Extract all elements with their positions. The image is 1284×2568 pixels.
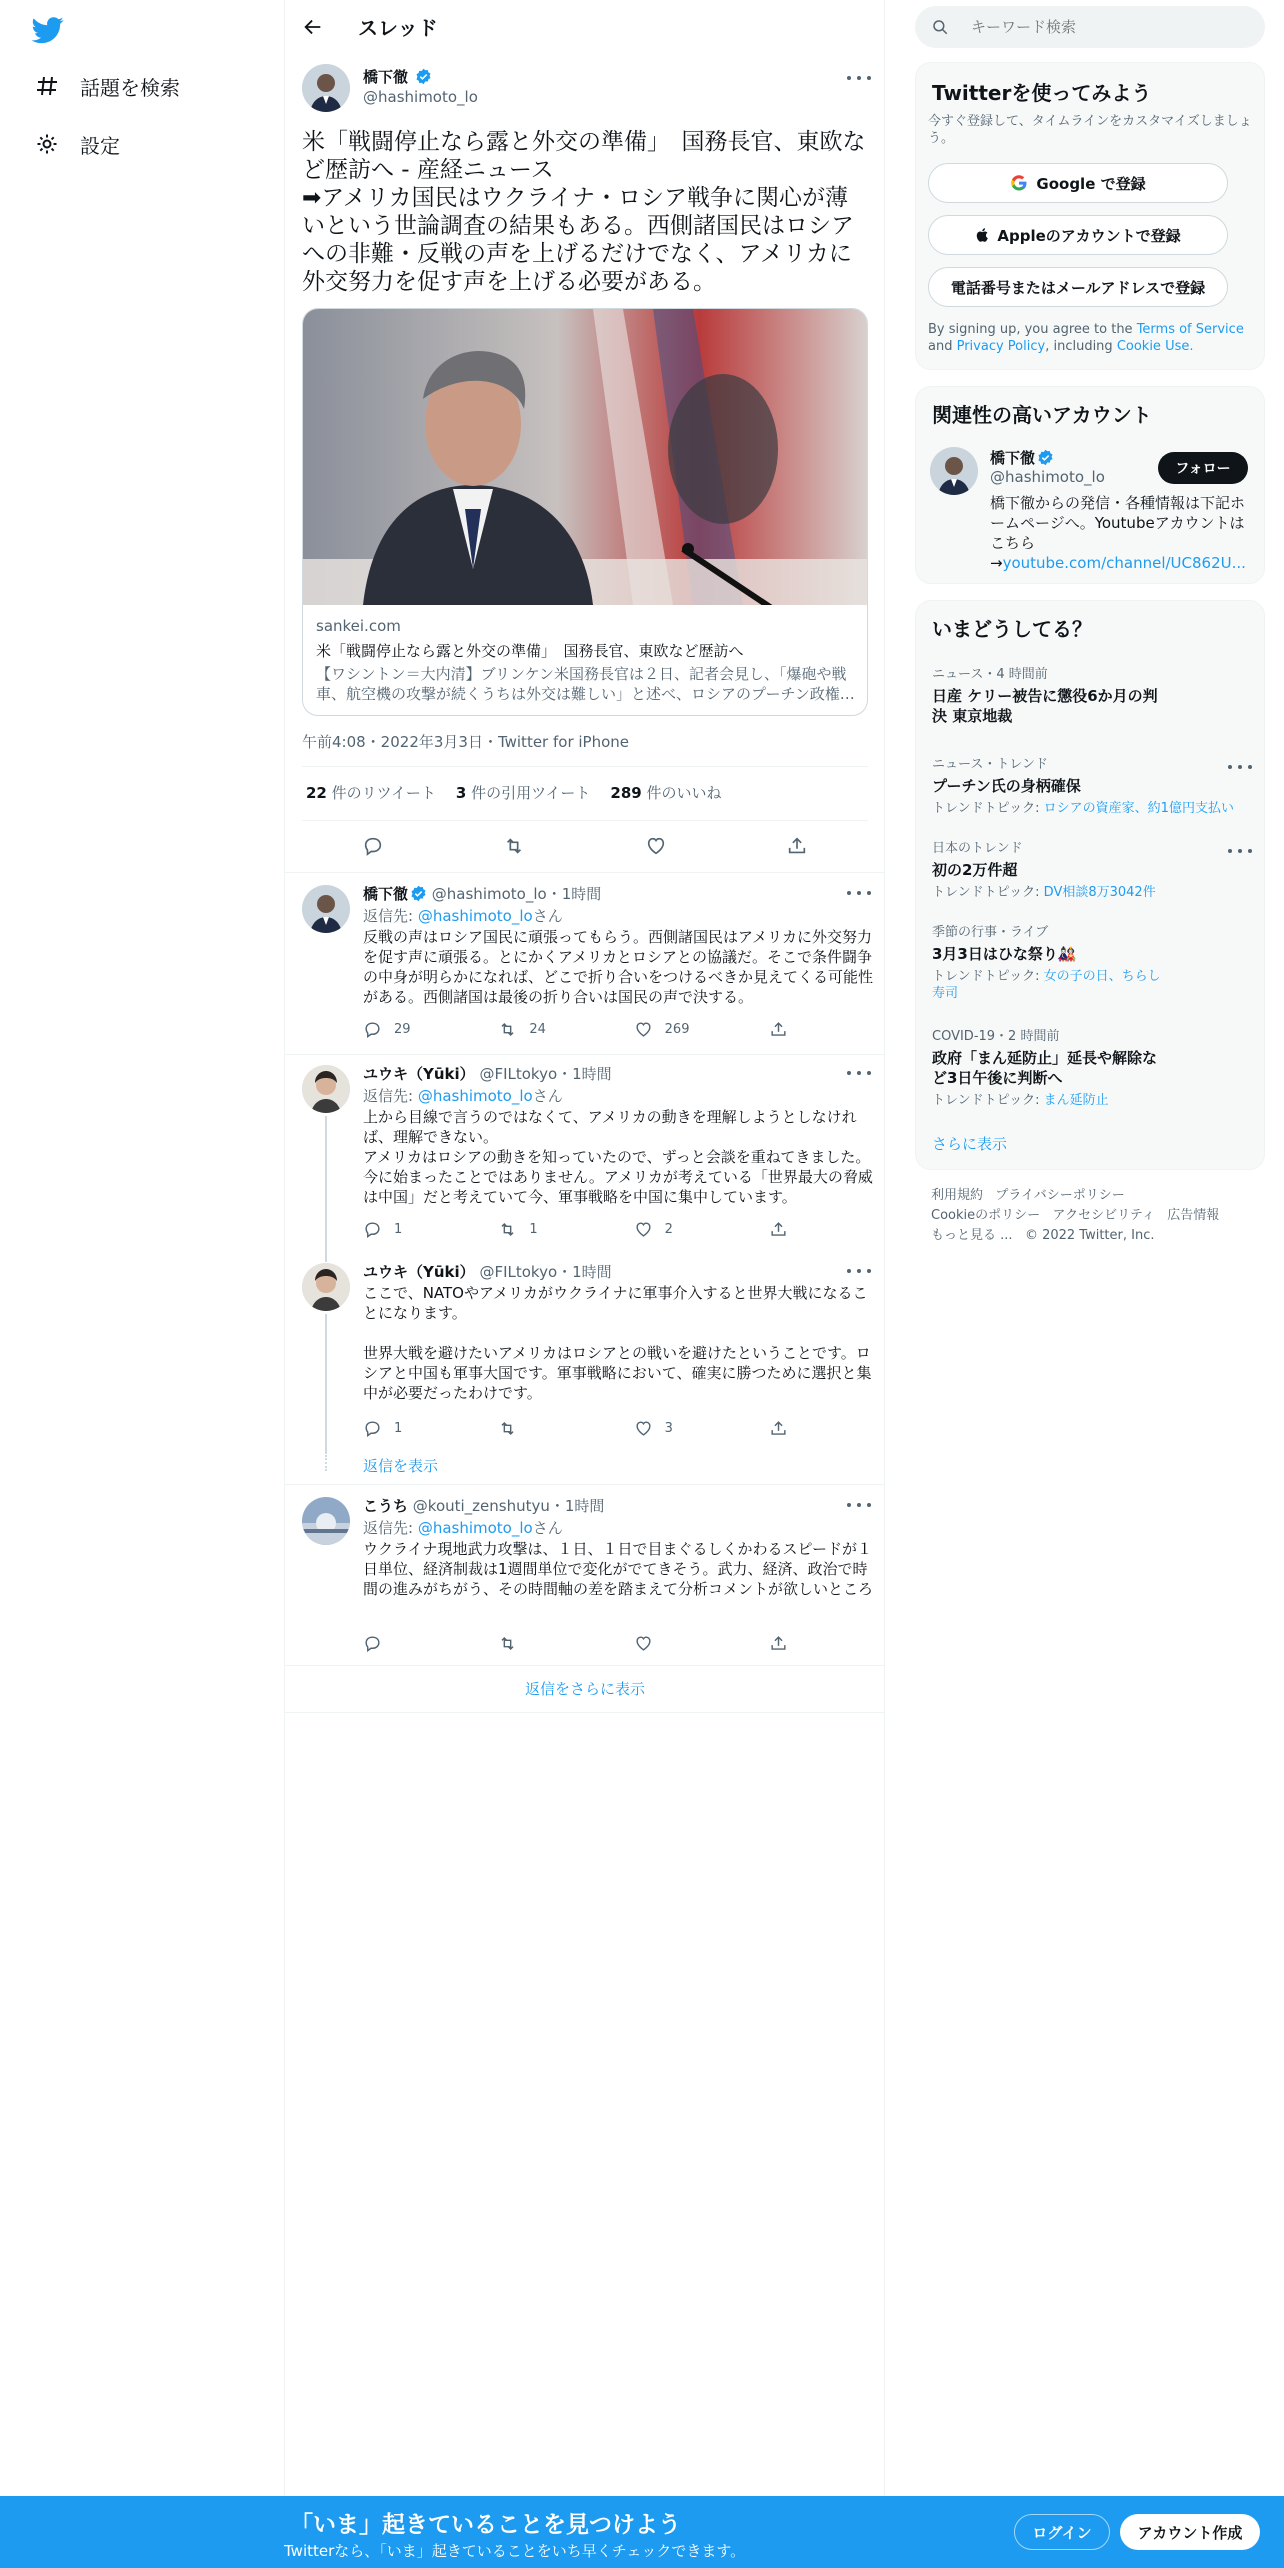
google-signup-button[interactable]: [928, 163, 1228, 203]
trend-title: 初の2万件超: [932, 861, 1018, 879]
retweet-button[interactable]: [498, 1416, 598, 1440]
more-options-icon[interactable]: [847, 1499, 871, 1511]
left-navigation: [0, 0, 284, 2568]
reply-tweet[interactable]: [285, 1255, 885, 1483]
like-button[interactable]: 269: [634, 1017, 734, 1041]
create-account-button[interactable]: アカウント作成: [1120, 2514, 1260, 2550]
footer-link[interactable]: 広告情報: [1167, 1208, 1220, 1223]
terms-link[interactable]: Terms of Service: [1136, 322, 1244, 337]
signup-title: Twitterを使ってみよう: [932, 81, 1152, 105]
show-more-trends-link[interactable]: さらに表示: [932, 1135, 1008, 1153]
trend-item[interactable]: [932, 663, 1252, 726]
signup-panel: [915, 62, 1265, 370]
cookie-link[interactable]: Cookie Use.: [1116, 339, 1194, 354]
hashtag-icon: [34, 73, 60, 99]
signup-subtitle: 今すぐ登録して、タイムラインをカスタマイズしましょう。: [928, 114, 1252, 146]
trend-category: ニュース・トレンド: [932, 757, 1049, 772]
trend-item[interactable]: [932, 837, 1252, 901]
retweet-button[interactable]: 24: [498, 1017, 598, 1041]
trend-item[interactable]: [932, 1025, 1252, 1109]
avatar[interactable]: [302, 1065, 350, 1113]
reply-author-name[interactable]: ユウキ（Yūki）: [363, 1065, 475, 1083]
trend-title: プーチン氏の身柄確保: [932, 777, 1081, 795]
footer-link[interactable]: Cookieのポリシー: [931, 1208, 1041, 1223]
reply-actions: [363, 1217, 793, 1241]
nav-settings[interactable]: [34, 124, 120, 164]
apple-signup-label: Appleのアカウントで登録: [997, 226, 1181, 245]
phone-email-signup-label: 電話番号またはメールアドレスで登録: [950, 278, 1206, 297]
reply-header: [363, 1063, 612, 1084]
trend-topic: トレンドトピック: ロシアの資産家、約1億円支払い: [932, 801, 1234, 816]
copyright: © 2022 Twitter, Inc.: [1024, 1228, 1155, 1243]
reply-to: 返信先: @hashimoto_loさん: [363, 907, 563, 925]
reply-text: ウクライナ現地武力攻撃は、１日、１日で目まぐるしくかわるスピードが１日単位、経済制裁は1週間単位で変化がでてきそう。武力、経済、政治で時間の進みがちがう、その時間軸の差を踏まえて分析コメントが欲しいところ: [363, 1540, 874, 1598]
main-column: [284, 0, 885, 2568]
search-bar[interactable]: [915, 6, 1265, 48]
trend-category: 日本のトレンド: [932, 841, 1023, 856]
quotes-stat[interactable]: 3 件の引用ツイート: [455, 784, 591, 802]
twitter-logo-icon[interactable]: [32, 14, 64, 46]
reply-button[interactable]: 1: [363, 1217, 463, 1241]
nav-settings-label: 設定: [80, 133, 120, 158]
search-icon: [931, 17, 951, 37]
tweet-stats: [306, 782, 722, 803]
avatar[interactable]: [302, 1263, 350, 1311]
author-name[interactable]: [363, 66, 432, 87]
reply-author-name[interactable]: ユウキ（Yūki）: [363, 1263, 475, 1281]
trend-topic: トレンドトピック: まん延防止: [932, 1093, 1109, 1108]
share-icon[interactable]: [784, 833, 810, 859]
google-icon: [1010, 174, 1028, 192]
likes-stat[interactable]: 289 件のいいね: [610, 784, 722, 802]
avatar[interactable]: [930, 447, 978, 495]
reply-to-handle[interactable]: @hashimoto_lo: [417, 1087, 533, 1105]
divider: [302, 820, 868, 821]
reply-to: 返信先: @hashimoto_loさん: [363, 1519, 563, 1537]
footer-links: [931, 1186, 1261, 1246]
share-button[interactable]: [769, 1017, 793, 1041]
nav-explore-label: 話題を検索: [80, 75, 180, 100]
avatar[interactable]: [302, 64, 350, 112]
reply-author-name[interactable]: こうち: [363, 1497, 409, 1515]
thread-header: [285, 0, 885, 54]
signup-banner: [0, 2496, 1284, 2568]
link-card-domain: sankei.com: [316, 617, 401, 635]
signup-terms: By signing up, you agree to the Terms of Service and Privacy Policy, including Cookie Use.: [928, 322, 1244, 354]
reply-icon[interactable]: [360, 833, 386, 859]
trends-title: いまどうしてる？: [932, 617, 1092, 641]
trends-panel: [915, 600, 1265, 1170]
more-options-icon[interactable]: [847, 1067, 871, 1079]
reply-actions: [363, 1631, 793, 1655]
like-button[interactable]: 3: [634, 1416, 734, 1440]
reply-actions: [363, 1416, 793, 1440]
verified-badge-icon: [415, 68, 432, 85]
reply-time[interactable]: ・1時間: [549, 1497, 605, 1515]
show-more-replies-link[interactable]: 返信をさらに表示: [524, 1680, 645, 1698]
more-options-icon[interactable]: [847, 887, 871, 899]
author-handle[interactable]: @hashimoto_lo: [363, 88, 478, 106]
verified-badge-icon: [1037, 449, 1054, 466]
nav-explore[interactable]: [34, 66, 180, 106]
reply-tweet[interactable]: [285, 1485, 885, 1665]
trend-item[interactable]: [932, 921, 1252, 1002]
reply-author-name[interactable]: 橋下徹: [363, 885, 409, 903]
like-icon[interactable]: [643, 833, 669, 859]
retweet-button[interactable]: [498, 1631, 598, 1655]
reply-button[interactable]: 29: [363, 1017, 463, 1041]
reply-author-handle[interactable]: @FILtokyo: [479, 1263, 558, 1281]
trend-item[interactable]: [932, 753, 1252, 817]
trend-title: 日産 ケリー被告に懲役6か月の判決 東京地裁: [932, 687, 1158, 725]
divider: [285, 1712, 885, 1713]
banner-subtitle: Twitterなら、「いま」起きていることをいち早くチェックできます。: [284, 2542, 746, 2560]
apple-icon: [975, 227, 991, 243]
footer-more-link[interactable]: もっと見る ...: [931, 1228, 1013, 1243]
share-button[interactable]: [769, 1217, 793, 1241]
divider: [302, 766, 868, 767]
retweets-stat[interactable]: 22 件のリツイート: [306, 784, 436, 802]
google-signup-label: Google で登録: [1036, 174, 1146, 193]
avatar[interactable]: [302, 1497, 350, 1545]
link-card-image: [303, 309, 868, 605]
retweet-button[interactable]: 1: [498, 1217, 598, 1241]
trend-title: 3月3日はひな祭り🎎: [932, 945, 1077, 963]
reply-tweet[interactable]: [285, 873, 885, 1054]
footer-link[interactable]: 利用規約: [931, 1188, 984, 1203]
reply-text: 上から目線で言うのではなくて、アメリカの動きを理解しようとしなければ、理解できない。 アメリカはロシアの動きを知っていたので、ずっと会談を重ねてきました。今に始まったことではありません。アメリカが考えている「世界最大の脅威は中国」だと考えていて今、軍事戦略を中国に集中しています。: [363, 1108, 873, 1206]
related-account-bio: 橋下徹からの発信・各種情報は下記ホームページへ。Youtubeアカウントはこちら →youtube.com/channel/UC862U...: [990, 494, 1246, 572]
trend-topic: トレンドトピック: DV相談8万3042件: [932, 885, 1156, 900]
reply-author-handle[interactable]: @hashimoto_lo: [431, 885, 547, 903]
login-button[interactable]: ログイン: [1014, 2514, 1110, 2550]
back-arrow-icon[interactable]: [299, 13, 327, 41]
verified-badge-icon: [410, 885, 427, 902]
more-options-icon[interactable]: [1228, 845, 1252, 857]
show-replies-link[interactable]: 返信を表示: [363, 1457, 439, 1475]
apple-signup-button[interactable]: [928, 215, 1228, 255]
page-title: スレッド: [358, 16, 438, 40]
tweet-actions: [302, 826, 868, 866]
reply-to-handle[interactable]: @hashimoto_lo: [417, 907, 533, 925]
reply-header: [363, 883, 601, 904]
related-title: 関連性の高いアカウント: [932, 403, 1152, 427]
trend-title: 政府「まん延防止」延長や解除など3日午後に判断へ: [932, 1049, 1158, 1087]
related-account-handle[interactable]: @hashimoto_lo: [990, 468, 1105, 486]
reply-text: 反戦の声はロシア国民に頑張ってもらう。西側諸国民はアメリカに外交努力を促す声に頑張る。とにかくアメリカとロシアとの協議だ。そこで条件闘争の中身が明らかになれば、どこで折り合いをつけるべきか見えてくる可能性がある。西側諸国は最後の折り合いは国民の声で決する。: [363, 928, 874, 1006]
tweet-text: 米「戦闘停止なら露と外交の準備」 国務長官、東欧など歴訪へ - 産経ニュース ➡アメリカ国民はウクライナ・ロシア戦争に関心が薄いという世論調査の結果もある。西側諸国民はロシアへの非難・反戦の声を上げるだけでなく、アメリカに外交努力を促す声を上げる必要がある。: [302, 129, 866, 295]
trend-category: COVID-19・2 時間前: [932, 1029, 1060, 1044]
reply-button[interactable]: [363, 1631, 463, 1655]
more-options-icon[interactable]: [847, 72, 871, 84]
reply-author-handle[interactable]: @FILtokyo: [479, 1065, 558, 1083]
link-card-title: 米「戦闘停止なら露と外交の準備」 国務長官、東欧など歴訪へ: [316, 642, 744, 660]
reply-text: ここで、NATOやアメリカがウクライナに軍事介入すると世界大戦になることになります。 世界大戦を避けたいアメリカはロシアとの戦いを避けたということです。ロシアと中国も軍事大国です。軍事戦略において、確実に勝つために選択と集中が必要だったわけです。: [363, 1284, 872, 1402]
reply-button[interactable]: 1: [363, 1416, 463, 1440]
phone-email-signup-button[interactable]: [928, 267, 1228, 307]
reply-header: [363, 1261, 612, 1282]
search-input[interactable]: [971, 18, 1251, 36]
link-card[interactable]: [302, 308, 868, 716]
trend-category: 季節の行事・ライブ: [932, 925, 1049, 940]
related-account-name[interactable]: 橋下徹: [990, 447, 1054, 468]
trend-topic: トレンドトピック: 女の子の日、ちらし寿司: [932, 969, 1161, 1001]
gear-icon: [34, 131, 60, 157]
reply-to-handle[interactable]: @hashimoto_lo: [417, 1519, 533, 1537]
bio-link[interactable]: youtube.com/channel/UC862U...: [1002, 554, 1246, 572]
like-button[interactable]: 2: [634, 1217, 734, 1241]
like-button[interactable]: [634, 1631, 734, 1655]
reply-actions: [363, 1017, 793, 1041]
thread-dots: [325, 1455, 327, 1471]
share-button[interactable]: [769, 1631, 793, 1655]
reply-header: [363, 1495, 604, 1516]
tweet-timestamp[interactable]: 午前4:08・2022年3月3日・Twitter for iPhone: [302, 733, 630, 751]
related-accounts-panel: [915, 386, 1265, 584]
avatar[interactable]: [302, 885, 350, 933]
trend-category: ニュース・4 時間前: [932, 667, 1048, 682]
reply-to: 返信先: @hashimoto_loさん: [363, 1087, 563, 1105]
reply-time[interactable]: ・1時間: [557, 1065, 612, 1083]
privacy-link[interactable]: Privacy Policy: [956, 339, 1046, 354]
divider: [285, 1665, 885, 1666]
reply-time[interactable]: ・1時間: [546, 885, 602, 903]
reply-time[interactable]: ・1時間: [557, 1263, 612, 1281]
banner-title: 「いま」起きていることを見つけよう: [290, 2512, 681, 2538]
footer-link[interactable]: プライバシーポリシー: [995, 1188, 1125, 1203]
link-card-description: 【ワシントン＝大内清】ブリンケン米国務長官は２日、記者会見し、「爆砲や戦車、航空機の攻撃が続くうちは外交は難しい」と述べ、ロシアのプーチン政権…: [316, 665, 855, 703]
footer-link[interactable]: アクセシビリティ: [1052, 1208, 1155, 1223]
reply-tweet[interactable]: [285, 1055, 885, 1255]
more-options-icon[interactable]: [847, 1265, 871, 1277]
author-name-text: 橋下徹: [363, 68, 409, 86]
reply-author-handle[interactable]: @kouti_zenshutyu: [412, 1497, 550, 1515]
more-options-icon[interactable]: [1228, 761, 1252, 773]
retweet-icon[interactable]: [501, 833, 527, 859]
follow-button[interactable]: フォロー: [1158, 452, 1248, 484]
share-button[interactable]: [769, 1416, 793, 1440]
